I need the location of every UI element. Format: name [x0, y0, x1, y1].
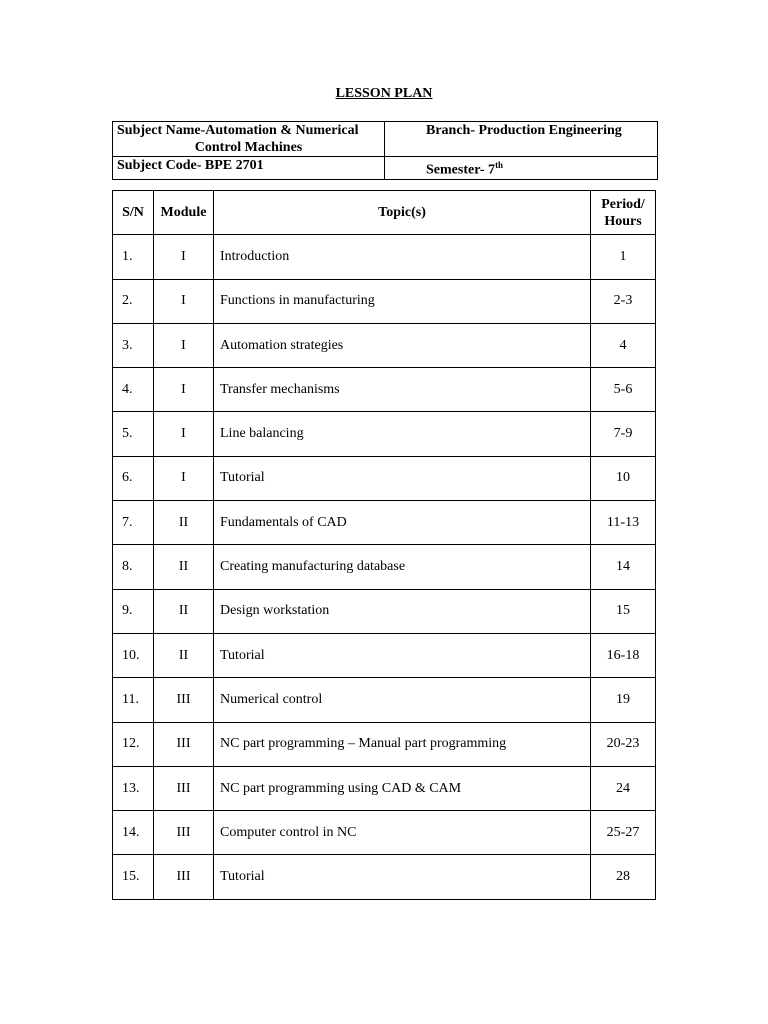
row-hours: 5-6	[591, 368, 656, 412]
table-row	[113, 811, 656, 855]
row-hours: 16-18	[591, 633, 656, 677]
table-body	[113, 235, 656, 899]
row-sn: 14.	[113, 811, 154, 855]
row-hours: 1	[591, 235, 656, 279]
semester-text: Semester- 7	[426, 162, 496, 178]
row-topic: Tutorial	[214, 456, 591, 500]
subject-code-cell	[113, 157, 385, 180]
table-row	[113, 323, 656, 367]
table-row	[113, 855, 656, 899]
row-module: I	[154, 279, 214, 323]
row-hours: 11-13	[591, 501, 656, 545]
table-row	[113, 678, 656, 722]
row-hours: 20-23	[591, 722, 656, 766]
table-row	[113, 766, 656, 810]
row-topic: Fundamentals of CAD	[214, 501, 591, 545]
subject-info-table	[112, 121, 658, 180]
header-sn: S/N	[113, 191, 154, 235]
row-topic: Tutorial	[214, 855, 591, 899]
semester-cell	[385, 157, 658, 180]
row-module: I	[154, 412, 214, 456]
row-sn: 2.	[113, 279, 154, 323]
row-sn: 13.	[113, 766, 154, 810]
row-sn: 5.	[113, 412, 154, 456]
row-hours: 24	[591, 766, 656, 810]
branch-text: Branch- Production Engineering	[426, 123, 622, 138]
row-topic: Transfer mechanisms	[214, 368, 591, 412]
row-topic: Introduction	[214, 235, 591, 279]
row-hours: 15	[591, 589, 656, 633]
row-sn: 4.	[113, 368, 154, 412]
header-period	[591, 191, 656, 235]
row-topic: NC part programming – Manual part programming	[214, 722, 591, 766]
table-row	[113, 279, 656, 323]
row-topic: Tutorial	[214, 633, 591, 677]
subject-info-row	[113, 122, 658, 157]
table-row	[113, 235, 656, 279]
table-row	[113, 633, 656, 677]
row-module: III	[154, 855, 214, 899]
table-row	[113, 412, 656, 456]
row-topic: Computer control in NC	[214, 811, 591, 855]
row-hours: 25-27	[591, 811, 656, 855]
row-sn: 12.	[113, 722, 154, 766]
row-topic: NC part programming using CAD & CAM	[214, 766, 591, 810]
row-topic: Numerical control	[214, 678, 591, 722]
row-sn: 7.	[113, 501, 154, 545]
subject-name-line1: Subject Name-Automation & Numerical	[117, 123, 359, 138]
subject-name-line2: Control Machines	[194, 140, 303, 155]
row-module: I	[154, 456, 214, 500]
row-sn: 15.	[113, 855, 154, 899]
row-module: II	[154, 501, 214, 545]
row-sn: 6.	[113, 456, 154, 500]
row-module: I	[154, 235, 214, 279]
row-sn: 10.	[113, 633, 154, 677]
header-topic: Topic(s)	[214, 191, 591, 235]
subject-code-row	[113, 157, 658, 180]
row-module: III	[154, 678, 214, 722]
row-sn: 9.	[113, 589, 154, 633]
subject-code-text: Subject Code- BPE 2701	[117, 158, 264, 173]
row-topic: Automation strategies	[214, 323, 591, 367]
table-row	[113, 589, 656, 633]
row-topic: Creating manufacturing database	[214, 545, 591, 589]
row-module: II	[154, 545, 214, 589]
table-row	[113, 456, 656, 500]
page-title-text: LESSON PLAN	[335, 86, 433, 101]
row-module: III	[154, 811, 214, 855]
row-module: II	[154, 589, 214, 633]
subject-name-cell	[113, 122, 385, 157]
header-module: Module	[154, 191, 214, 235]
row-module: II	[154, 633, 214, 677]
table-row	[113, 368, 656, 412]
row-module: III	[154, 766, 214, 810]
table-row	[113, 501, 656, 545]
row-sn: 1.	[113, 235, 154, 279]
table-row	[113, 545, 656, 589]
page-title	[0, 86, 768, 102]
row-sn: 8.	[113, 545, 154, 589]
row-hours: 14	[591, 545, 656, 589]
row-module: I	[154, 323, 214, 367]
semester-suffix: th	[495, 160, 504, 170]
header-period-line2: Hours	[604, 213, 642, 229]
row-hours: 7-9	[591, 412, 656, 456]
row-hours: 2-3	[591, 279, 656, 323]
row-topic: Functions in manufacturing	[214, 279, 591, 323]
lesson-plan-table	[112, 190, 656, 900]
row-module: III	[154, 722, 214, 766]
row-hours: 28	[591, 855, 656, 899]
branch-cell	[385, 122, 658, 157]
row-topic: Design workstation	[214, 589, 591, 633]
row-hours: 4	[591, 323, 656, 367]
header-period-line1: Period/	[601, 196, 645, 212]
row-topic: Line balancing	[214, 412, 591, 456]
row-sn: 11.	[113, 678, 154, 722]
table-header-row	[113, 191, 656, 235]
row-hours: 19	[591, 678, 656, 722]
row-sn: 3.	[113, 323, 154, 367]
row-module: I	[154, 368, 214, 412]
row-hours: 10	[591, 456, 656, 500]
table-row	[113, 722, 656, 766]
